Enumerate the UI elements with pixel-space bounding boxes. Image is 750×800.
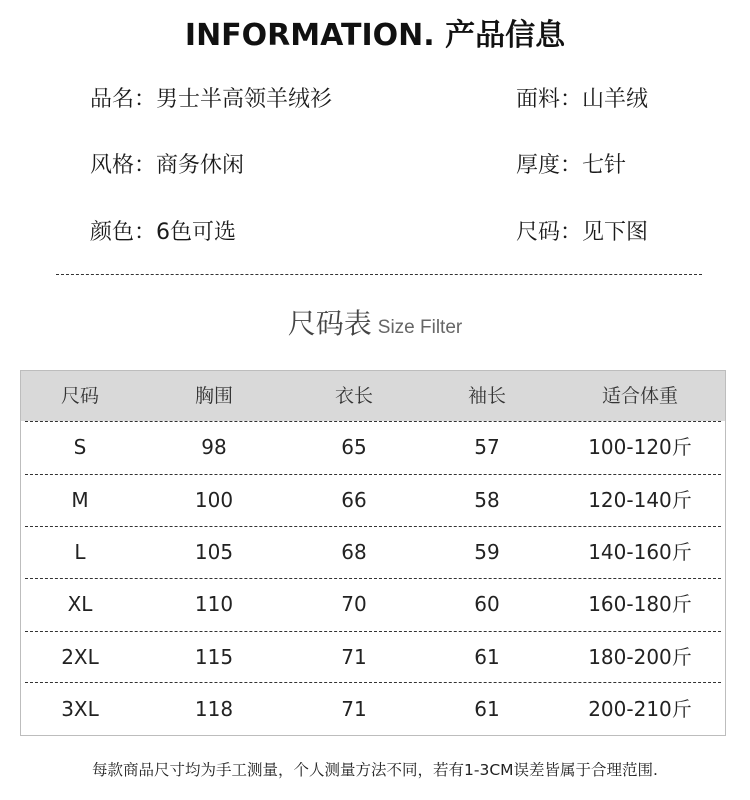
header-size: 尺码 <box>60 385 99 407</box>
size-table <box>20 370 726 736</box>
table-row <box>21 578 725 630</box>
cell-size: S <box>73 435 87 459</box>
cell-chest: 105 <box>194 540 234 564</box>
size-table-header <box>21 371 725 421</box>
cell-weight: 120-140斤 <box>588 488 692 512</box>
page-title: INFORMATION. 产品信息 <box>184 18 566 53</box>
color-spec: 颜色：6色可选 <box>90 220 236 245</box>
measurement-note: 每款商品尺寸均为手工测量，个人测量方法不同，若有1-3CM误差皆属于合理范围. <box>92 761 658 779</box>
header-weight: 适合体重 <box>601 385 678 407</box>
table-row <box>21 683 725 735</box>
cell-size: 2XL <box>61 645 99 669</box>
header-sleeve: 袖长 <box>467 385 506 407</box>
table-row <box>21 421 725 473</box>
cell-weight: 200-210斤 <box>588 697 692 721</box>
cell-sleeve: 59 <box>474 540 500 564</box>
table-row <box>21 474 725 526</box>
cell-chest: 115 <box>194 645 234 669</box>
table-row <box>21 631 725 683</box>
cell-size: XL <box>67 592 93 616</box>
cell-sleeve: 57 <box>474 435 500 459</box>
cell-weight: 140-160斤 <box>588 540 692 564</box>
cell-sleeve: 61 <box>474 645 500 669</box>
cell-size: 3XL <box>61 697 99 721</box>
cell-sleeve: 60 <box>474 592 500 616</box>
info-row <box>0 215 750 255</box>
size-chart-title-en: Size Filter <box>377 317 463 338</box>
section-divider <box>56 274 702 275</box>
table-row <box>21 526 725 578</box>
style-spec: 风格：商务休闲 <box>90 153 245 178</box>
cell-sleeve: 58 <box>474 488 500 512</box>
cell-weight: 160-180斤 <box>588 592 692 616</box>
header-chest: 胸围 <box>194 385 233 407</box>
cell-chest: 98 <box>201 435 227 459</box>
cell-chest: 110 <box>194 592 234 616</box>
fabric-spec: 面料：山羊绒 <box>516 87 649 112</box>
cell-length: 66 <box>341 488 367 512</box>
thickness-spec: 厚度：七针 <box>516 153 627 178</box>
cell-weight: 180-200斤 <box>588 645 692 669</box>
info-row <box>0 82 750 122</box>
cell-size: M <box>71 488 89 512</box>
cell-chest: 100 <box>194 488 234 512</box>
cell-weight: 100-120斤 <box>588 435 692 459</box>
cell-chest: 118 <box>194 697 234 721</box>
product-name-spec: 品名：男士半高领羊绒衫 <box>90 87 333 112</box>
cell-length: 70 <box>341 592 367 616</box>
size-chart-heading <box>0 302 750 342</box>
cell-length: 71 <box>341 697 367 721</box>
cell-size: L <box>74 540 86 564</box>
cell-sleeve: 61 <box>474 697 500 721</box>
cell-length: 71 <box>341 645 367 669</box>
info-row <box>0 148 750 188</box>
cell-length: 65 <box>341 435 367 459</box>
cell-length: 68 <box>341 540 367 564</box>
header-length: 衣长 <box>334 385 373 407</box>
size-chart-title-cn: 尺码表 <box>287 307 372 340</box>
size-spec: 尺码：见下图 <box>516 220 649 245</box>
